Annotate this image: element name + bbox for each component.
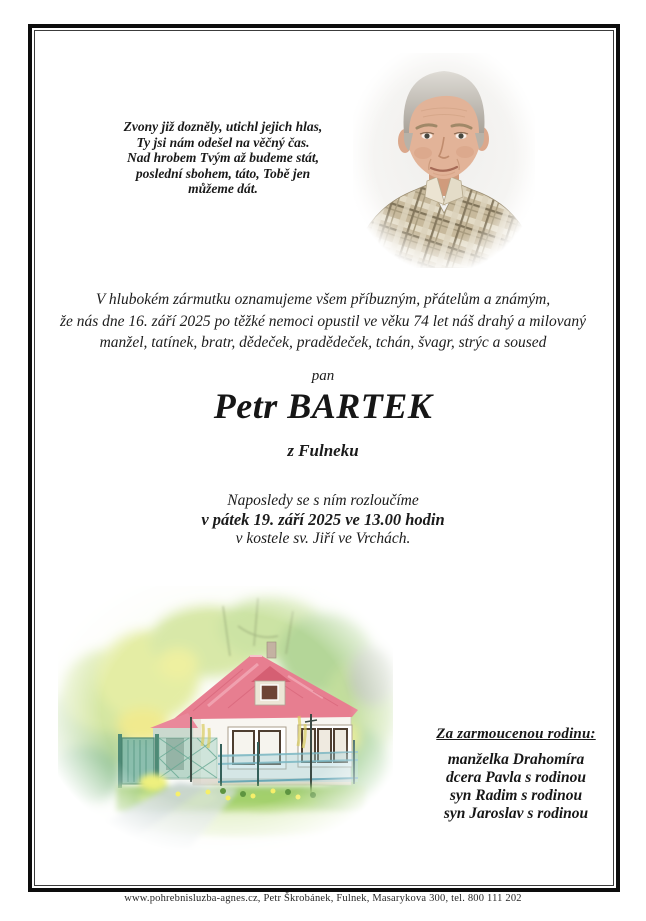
poem-line: Zvony již dozněly, utichl jejich hlas, [123,119,323,134]
portrait-photo-of-deceased [353,53,535,268]
deceased-name: Petr BARTEK [213,386,433,426]
funeral-service-contact-footer: www.pohrebnisluzba-agnes.cz, Petr Škrobánek, Fulnek, Masarykova 300, tel. 800 111 202 [124,893,522,904]
farewell-intro: Naposledy se s ním rozloučíme [227,492,419,509]
watercolor-house-illustration [58,586,393,850]
announcement-line: manžel, tatínek, bratr, dědeček, pradědeček, tchán, švagr, strýc a soused [99,334,547,351]
portrait-illustration [353,53,535,268]
mourning-family-block [418,725,614,823]
deceased-salutation: pan [311,368,335,384]
farewell-location: v kostele sv. Jiří ve Vrchách. [235,530,411,547]
family-member: syn Radim s rodinou [449,787,583,804]
farewell-details [0,491,646,548]
family-heading: Za zarmoucenou rodinu: [436,726,596,742]
announcement-line: že nás dne 16. září 2025 po těžké nemoci opustil ve věku 74 let náš drahý a milovaný [59,312,587,330]
poem-line: můžeme dát. [188,181,258,197]
poem-line: Nad hrobem Tvým až budeme stát, [127,150,319,166]
family-member: syn Jaroslav s rodinou [443,805,589,822]
house-illustration [58,586,393,850]
farewell-date-time: v pátek 19. září 2025 ve 13.00 hodin [201,510,445,529]
poem-line: Ty jsi nám odešel na věčný čas. [136,134,310,150]
announcement-line: V hlubokém zármutku oznamujeme všem příbuzným, přátelům a známým, [95,291,551,308]
deceased-origin: z Fulneku [287,441,359,460]
family-member: dcera Pavla s rodinou [446,769,586,786]
memorial-poem [84,119,362,197]
family-member: manželka Drahomíra [447,751,585,768]
announcement-text [23,289,623,354]
poem-line: poslední sbohem, táto, Tobě jen [135,165,311,181]
